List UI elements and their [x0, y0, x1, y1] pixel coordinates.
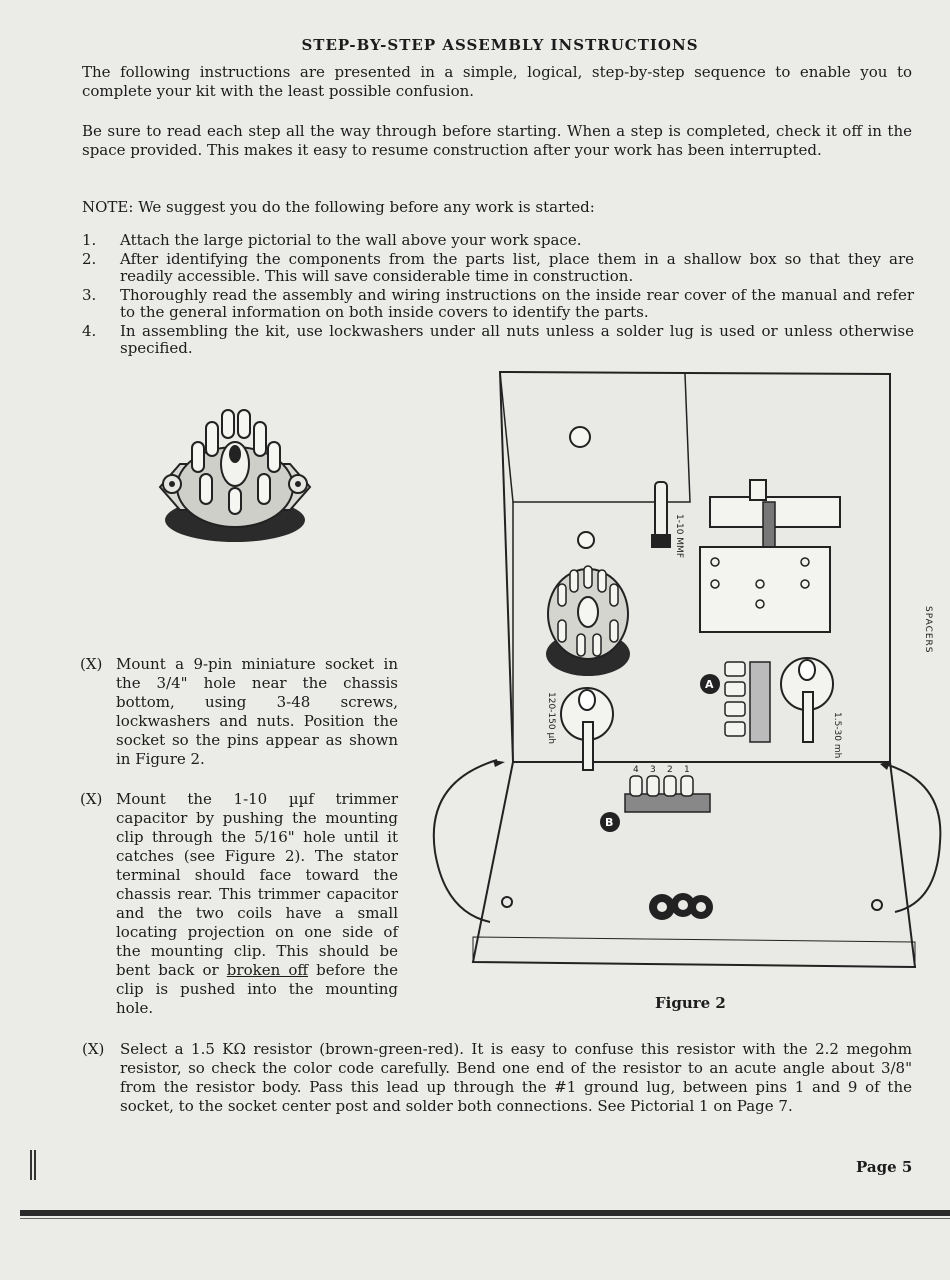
lug-b-label: B: [605, 816, 614, 829]
step-text: Mount a 9-pin miniature socket in the 3/4" hole near the chassis bottom, using 3-48 screws, lockwashers and nuts. Position the socket so the pins appear as shown in Figure 2.: [116, 655, 398, 768]
strip-number: 4: [633, 765, 639, 775]
list-item: [82, 287, 914, 321]
strip-number: 3: [650, 765, 656, 775]
page-bottom-rule: [20, 1210, 950, 1216]
socket-illustration: [140, 392, 330, 562]
page-bottom-rule: [20, 1218, 950, 1219]
list-text: Attach the large pictorial to the wall above your work space.: [120, 231, 582, 249]
step-text: [116, 790, 398, 1018]
step-text-part: Mount the 1-10 µµf trimmer capacitor by pushing the mounting clip through the 5/16" hole until it catches (see Figure 2). The stator terminal should face toward the chassis rear. This trimmer capacitor and the two coils have a small locating projection on one side of the mounting clip. This should be bent back or: [116, 790, 398, 979]
intro-paragraph-1: The following instructions are presented in a simple, logical, step-by-step sequence to enable you to complete your kit with the least possible confusion.: [82, 63, 912, 100]
page-number: Page 5: [856, 1158, 913, 1176]
checkbox-mark[interactable]: (X): [80, 655, 103, 673]
spacers-label: SPACERS: [923, 606, 933, 654]
preparation-list: [82, 232, 914, 359]
note-paragraph: NOTE: We suggest you do the following before any work is started:: [82, 198, 595, 216]
list-item: [82, 251, 914, 285]
step-text-part: before the clip is pushed into the mounting hole.: [116, 961, 398, 1017]
checkbox-mark[interactable]: (X): [82, 1040, 105, 1058]
page-title: STEP-BY-STEP ASSEMBLY INSTRUCTIONS: [301, 36, 699, 54]
binding-mark: [34, 1150, 36, 1180]
step-text: Select a 1.5 KΩ resistor (brown-green-red). It is easy to confuse this resistor with the 2.2 megohm resistor, so check the color code carefully. Bend one end of the resistor to an acute angle about 3/8" from the resistor body. Pass this lead up through the #1 ground lug, between pins 1 and 9 of the socket, to the socket center post and solder both connections. See Pictorial 1 on Page 7.: [120, 1040, 912, 1115]
binding-mark: [30, 1150, 32, 1180]
list-text: Thoroughly read the assembly and wiring instructions on the inside rear cover of the manual and refer to the general information on both inside covers to identify the parts.: [120, 286, 914, 321]
lug-a-label: A: [705, 678, 714, 691]
coil-1-label: 120-150 µh: [546, 692, 556, 744]
intro-paragraph-2: Be sure to read each step all the way through before starting. When a step is completed, check it off in the space provided. This makes it easy to resume construction after your work has been interrupted.: [82, 122, 912, 159]
list-number: 3.: [82, 286, 97, 304]
list-item: [82, 232, 914, 249]
step-text-underlined: broken off: [226, 961, 309, 979]
strip-number: 2: [667, 765, 673, 775]
trimmer-label: 1-10 MMF: [674, 514, 684, 558]
strip-number: 1: [684, 765, 690, 775]
checkbox-mark[interactable]: (X): [80, 790, 103, 808]
figure-2-chassis-diagram: [425, 362, 945, 982]
list-text: In assembling the kit, use lockwashers under all nuts unless a solder lug is used or unless otherwise specified.: [120, 322, 914, 357]
list-number: 2.: [82, 250, 97, 268]
list-item: [82, 323, 914, 357]
list-number: 4.: [82, 322, 97, 340]
list-text: After identifying the components from the parts list, place them in a shallow box so that they are readily accessible. This will save considerable time in construction.: [120, 250, 914, 285]
figure-caption: Figure 2: [655, 994, 726, 1012]
coil-2-label: 1.5-30 mh: [832, 712, 842, 759]
list-number: 1.: [82, 231, 97, 249]
